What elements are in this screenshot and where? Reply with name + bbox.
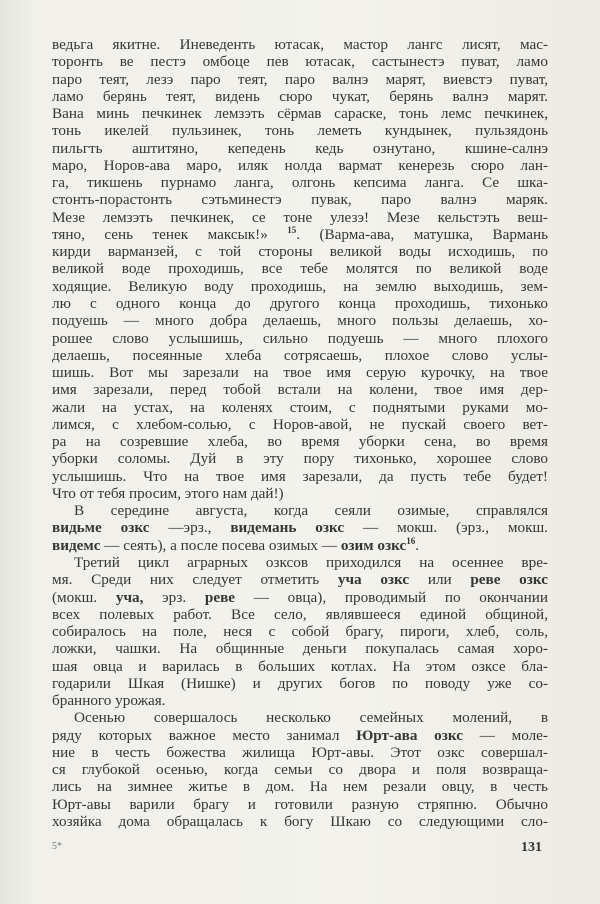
text-line: великой воде проходишь, все тебе молятся по великой воде	[52, 260, 548, 278]
text-line: Юрт-авы варили брагу и готовили разную стряпню. Обычно	[52, 795, 548, 813]
text-line: услышишь. Что на твое имя зарезали, да пусть тебе будет!	[52, 467, 548, 485]
text-line: ние в честь божества жилища Юрт-авы. Этот озкс совершал-	[52, 743, 548, 761]
text-line: пильгть аштитяно, кепедень кедь ознутано, кшине-салнэ	[52, 139, 548, 157]
text-span: — овца), проводимый по окончании	[235, 588, 548, 606]
text-line: В середине августа, когда сеяли озимые, справлялся	[74, 502, 548, 520]
text-line: ходящие. Великую воду проходишь, на землю выходишь, зем-	[52, 277, 548, 295]
text-line: Осенью совершалось несколько семейных молений, в	[74, 709, 548, 727]
printer-signature-mark: 5*	[52, 841, 62, 852]
text-line: Мезе лемзэть печкинек, се тоне улезэ! Мезе кельстэть веш-	[52, 208, 548, 226]
bold-term: озим озкс	[340, 536, 407, 554]
text-line: ламо берянь теят, видень сюро чукат, берянь валнэ марят.	[52, 87, 548, 105]
text-line: годарили Шкая (Нишке) и других богов по поводу уже со-	[52, 674, 548, 692]
text-line: стонть-порастонть сэтьминестэ пувак, паро валнэ маряк.	[52, 191, 548, 209]
bold-term: реве	[204, 588, 236, 606]
text-line: маро, Норов-ава маро, иляк нолда вармат кенерезь сюро лан-	[52, 156, 548, 174]
text-line: бранного урожая.	[52, 692, 166, 710]
text-line: га, тикшень пурнамо ланга, олгонь кепсима ланга. Се шка-	[52, 174, 548, 192]
text-line: всех полевых работ. Все село, являвшееся единой общиной,	[52, 605, 548, 623]
bold-term: Юрт-ава озкс	[356, 726, 463, 744]
text-line: ра на созревшие хлеба, во время уборки сена, во время	[52, 433, 548, 451]
text-line: имя зарезали, перед тобой встали на колени, твое имя дер-	[52, 381, 548, 399]
text-span: — моле-	[462, 726, 548, 744]
text-line: торонть ве пестэ омбоце пев ютасак, састынестэ пуват, ламо	[52, 53, 548, 71]
bold-term: уча,	[115, 588, 144, 606]
text-span: тяно, сень тенек максык!»	[52, 225, 288, 243]
text-line: Что от тебя просим, этого нам дай!)	[52, 484, 284, 502]
text-line: собиралось на поле, неся с собой брагу, пироги, хлеб, соль,	[52, 623, 548, 641]
text-line: Вана минь печкинек лемзэть сёрмав сараске, тонь лемс печкинек,	[52, 105, 548, 123]
text-line: ложки, чашки. На общинные деньги покупалась самая хоро-	[52, 640, 548, 658]
text-line: Третий цикл аграрных озксов приходился на осеннее вре-	[74, 553, 548, 571]
text-line: лимся, с хлебом-солью, с Норов-авой, не пускай своего вет-	[52, 415, 548, 433]
text-line: тонь икелей пульзинек, тонь леметь кундынек, пульзядонь	[52, 122, 548, 140]
text-span: ряду которых важное место занимал	[52, 726, 357, 744]
text-line: хозяйка дома обращалась к богу Шкаю со следующими сло-	[52, 812, 548, 830]
page-number: 131	[521, 840, 542, 855]
text-span: — сеять), а после посева озимых —	[100, 536, 341, 554]
bold-term: видемс	[52, 536, 101, 554]
text-span: . (Варма-ава, матушка, Вармань	[296, 225, 548, 243]
text-span: —эрз.,	[149, 519, 231, 537]
bold-term: видьме озкс	[52, 519, 150, 537]
bold-term: реве озкс	[470, 571, 548, 589]
text-line: шая овца и варилась в больших котлах. На этом озксе бла-	[52, 657, 548, 675]
footnote-ref: 16	[406, 535, 416, 546]
text-line	[52, 519, 548, 536]
text-line	[52, 226, 548, 243]
text-line: рошее слово услышишь, сильно подуешь — много плохого	[52, 329, 548, 347]
text-line	[52, 589, 548, 606]
text-line: шишь. Вот мы зарезали на твое имя серую курочку, на твое	[52, 364, 548, 382]
bold-term: уча озкс	[337, 571, 410, 589]
text-line: лю с одного конца до другого конца проходишь, тихонько	[52, 294, 548, 312]
text-line: жали на устах, на коленях стоим, с поднятыми руками мо-	[52, 398, 548, 416]
text-line: ведьга якитне. Иневеденть ютасак, мастор лангс лисят, мас-	[52, 36, 548, 53]
text-line	[52, 537, 548, 554]
text-span: мя. Среди них следует отметить	[52, 571, 338, 589]
footnote-ref: 15	[287, 224, 297, 235]
text-span: (мокш.	[52, 588, 116, 606]
text-line: паро теят, лезэ паро теят, паро валнэ марят, виевстэ пуват,	[52, 70, 548, 88]
text-line: ся глубокой осенью, когда семьи со двора и поля возвраща-	[52, 761, 548, 779]
text-span: — мокш. (эрз., мокш.	[344, 519, 548, 537]
text-line	[52, 571, 548, 588]
text-line: кирди варманзей, с той стороны великой воды исходишь, по	[52, 243, 548, 261]
page-body-text	[52, 36, 548, 830]
bold-term: видемань озкс	[230, 519, 345, 537]
text-span: или	[409, 571, 471, 589]
text-line: лись на зимнее житье в дом. На нем резали овцу, в честь	[52, 778, 548, 796]
text-line: делаешь, посеянные хлеба сотрясаешь, плохое слово услы-	[52, 346, 548, 364]
text-span: эрз.	[143, 588, 205, 606]
text-line	[52, 727, 548, 744]
text-span: .	[415, 536, 420, 554]
text-line: уборки соломы. Дуй в эту пору тихонько, хорошее слово	[52, 450, 548, 468]
text-line: подуешь — много добра делаешь, много пользы делаешь, хо-	[52, 312, 548, 330]
